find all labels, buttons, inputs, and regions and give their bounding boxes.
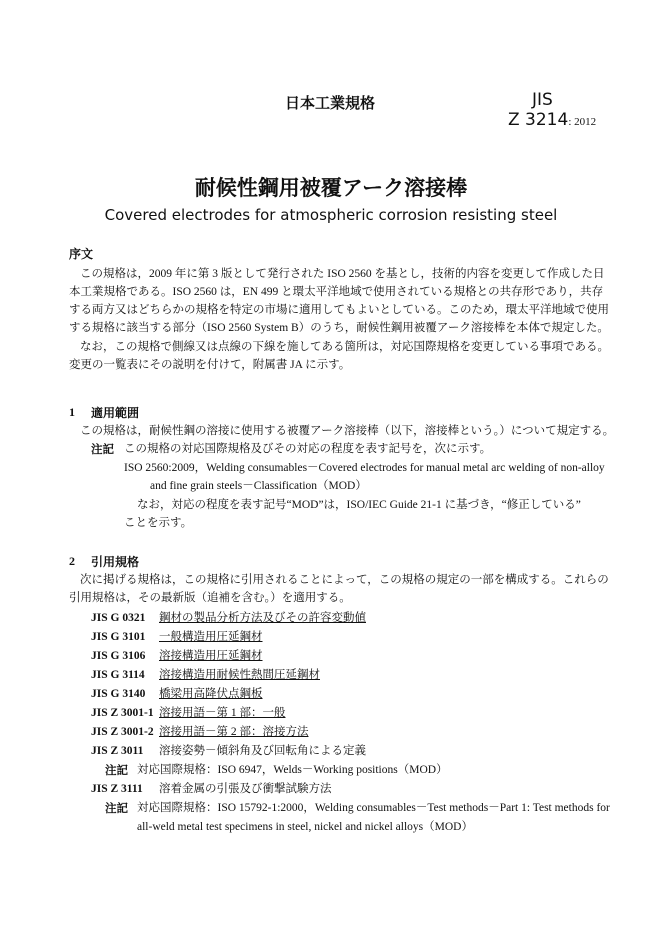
reference-code: JIS Z 3111 <box>91 783 143 795</box>
foreword-line: する規格に該当する部分（ISO 2560 System B）のうち，耐候性鋼用被覆アーク溶接棒を本体で規定した。 <box>69 322 609 334</box>
foreword-line: 本工業規格である。ISO 2560 は，EN 499 と環太平洋地域で使用されている規格との共存形であり，共存 <box>69 286 604 298</box>
section-1-note-text: この規格の対応国際規格及びその対応の程度を表す記号を，次に示す。 <box>124 443 492 455</box>
reference-row <box>91 780 332 796</box>
reference-code: JIS G 3106 <box>91 650 146 662</box>
reference-title: 溶接姿勢－傾斜角及び回転角による定義 <box>159 745 366 757</box>
mod-explanation-line: ことを示す。 <box>124 517 193 529</box>
foreword-heading: 序文 <box>69 247 94 261</box>
foreword-line: する両方又はどちらかの規格を特定の市場に適用してもよいとしている。このため，環太平洋地域で使用 <box>69 304 610 316</box>
reference-code: JIS G 3140 <box>91 688 146 700</box>
reference-row <box>91 647 263 663</box>
reference-code: JIS Z 3001-1 <box>91 707 154 719</box>
reference-code: JIS Z 3011 <box>91 745 144 757</box>
standard-category: 日本工業規格 <box>285 94 376 112</box>
reference-title: 溶接構造用圧延鋼材 <box>159 650 263 662</box>
foreword-line: なお，この規格で側線又は点線の下線を施してある箇所は，対応国際規格を変更している事項である。 <box>80 341 609 353</box>
reference-title: 溶着金属の引張及び衝撃試験方法 <box>159 783 332 795</box>
section-2-intro: 次に掲げる規格は，この規格に引用されることによって，この規格の規定の一部を構成する。これらの <box>80 574 609 586</box>
reference-code: JIS G 3114 <box>91 669 145 681</box>
section-2-heading: 引用規格 <box>91 555 140 569</box>
reference-row <box>91 685 263 701</box>
jis-label: JIS <box>532 90 553 110</box>
reference-note-text: 対応国際規格：ISO 15792-1:2000，Welding consumables－Test methods－Part 1: Test methods for <box>137 802 610 814</box>
iso-reference-line: and fine grain steels－Classification（MOD） <box>150 480 367 492</box>
standard-year: : 2012 <box>568 116 597 128</box>
reference-row <box>91 609 366 625</box>
reference-title: 一般構造用圧延鋼材 <box>159 631 263 643</box>
section-1-text: この規格は，耐候性鋼の溶接に使用する被覆アーク溶接棒（以下，溶接棒という。）について規定する。 <box>80 425 615 437</box>
reference-note-text: 対応国際規格：ISO 6947，Welds－Working positions（MOD） <box>137 764 448 776</box>
iso-reference-line: ISO 2560:2009，Welding consumables－Covered electrodes for manual metal arc welding of non-alloy <box>124 462 605 474</box>
standard-code <box>508 110 596 130</box>
section-2-number: 2 <box>69 554 75 568</box>
foreword-line: 変更の一覧表にその説明を付けて，附属書 JA に示す。 <box>69 359 351 371</box>
reference-row <box>91 723 309 739</box>
reference-code: JIS G 3101 <box>91 631 146 643</box>
reference-code: JIS G 0321 <box>91 612 146 624</box>
section-1-number: 1 <box>69 405 75 419</box>
section-1-note-label: 注記 <box>91 442 114 456</box>
reference-title: 溶接用語－第 1 部：一般 <box>159 707 286 719</box>
reference-row <box>91 704 286 720</box>
section-1-heading: 適用範囲 <box>91 406 140 420</box>
reference-row <box>91 666 320 682</box>
standard-number: Z 3214 <box>508 110 569 130</box>
reference-row <box>91 628 263 644</box>
section-2-intro: 引用規格は，その最新版（追補を含む。）を適用する。 <box>69 592 351 604</box>
reference-title: 鋼材の製品分析方法及びその許容変動値 <box>159 612 366 624</box>
reference-title: 溶接構造用耐候性熱間圧延鋼材 <box>159 669 320 681</box>
foreword-line: この規格は，2009 年に第 3 版として発行された ISO 2560 を基とし，技術的内容を変更して作成した日 <box>80 268 605 280</box>
reference-row <box>91 742 366 758</box>
page-title: 耐候性鋼用被覆アーク溶接棒 <box>194 176 468 200</box>
reference-title: 溶接用語－第 2 部：溶接方法 <box>159 726 309 738</box>
reference-title: 橋梁用高降伏点鋼板 <box>159 688 263 700</box>
reference-code: JIS Z 3001-2 <box>91 726 154 738</box>
reference-note-label: 注記 <box>105 801 128 815</box>
page-subtitle: Covered electrodes for atmospheric corrosion resisting steel <box>104 206 558 224</box>
reference-note-text: all-weld metal test specimens in steel, nickel and nickel alloys（MOD） <box>137 821 473 833</box>
mod-explanation-line: なお，対応の程度を表す記号“MOD”は，ISO/IEC Guide 21-1 に基づき，“修正している” <box>137 499 581 511</box>
reference-note-label: 注記 <box>105 763 128 777</box>
